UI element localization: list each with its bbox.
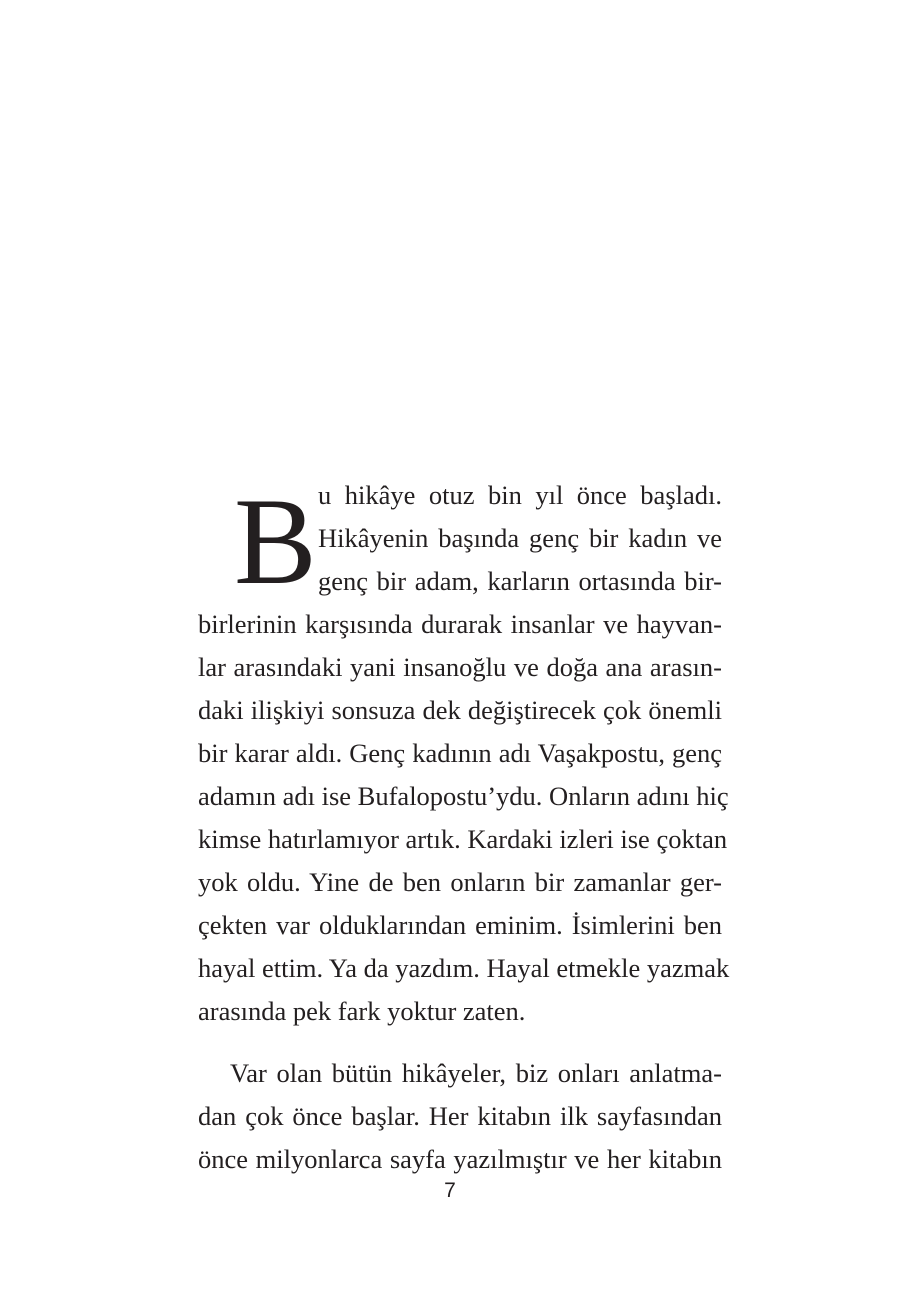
text-line: Hikâyenin başında genç bir kadın ve — [318, 523, 722, 553]
body-text — [198, 473, 730, 1181]
text-line: lar arasındaki yani insanoğlu ve doğa ana arasın- — [198, 652, 722, 682]
text-line: yok oldu. Yine de ben onların bir zamanlar ger- — [198, 867, 722, 897]
paragraph-2 — [198, 1052, 722, 1181]
text-line: arasında pek fark yoktur zaten. — [198, 996, 526, 1026]
text-line: Var olan bütün hikâyeler, biz onları anlatma- — [230, 1058, 722, 1088]
text-line: hayal ettim. Ya da yazdım. Hayal etmekle yazmak — [198, 953, 730, 983]
text-line: önce milyonlarca sayfa yazılmıştır ve her kitabın — [198, 1144, 722, 1174]
paragraph-spacer — [198, 1033, 722, 1052]
page-number: 7 — [444, 1179, 456, 1202]
drop-cap: B — [234, 473, 317, 610]
text-line: genç bir adam, karların ortasında bir- — [318, 566, 722, 596]
text-line: birlerinin karşısında durarak insanlar ve hayvan- — [198, 609, 722, 639]
text-line: çekten var olduklarından eminim. İsimlerini ben — [198, 910, 722, 940]
text-line: kimse hatırlamıyor artık. Kardaki izleri ise çoktan — [198, 824, 728, 854]
text-line: adamın adı ise Bufalopostu’ydu. Onların adını hiç — [198, 781, 729, 811]
text-line: dan çok önce başlar. Her kitabın ilk sayfasından — [198, 1101, 722, 1131]
text-line: bir karar aldı. Genç kadının adı Vaşakpostu, genç — [198, 738, 722, 768]
text-line: daki ilişkiyi sonsuza dek değiştirecek çok önemli — [198, 695, 722, 725]
text-line: u hikâye otuz bin yıl önce başladı. — [318, 480, 722, 510]
